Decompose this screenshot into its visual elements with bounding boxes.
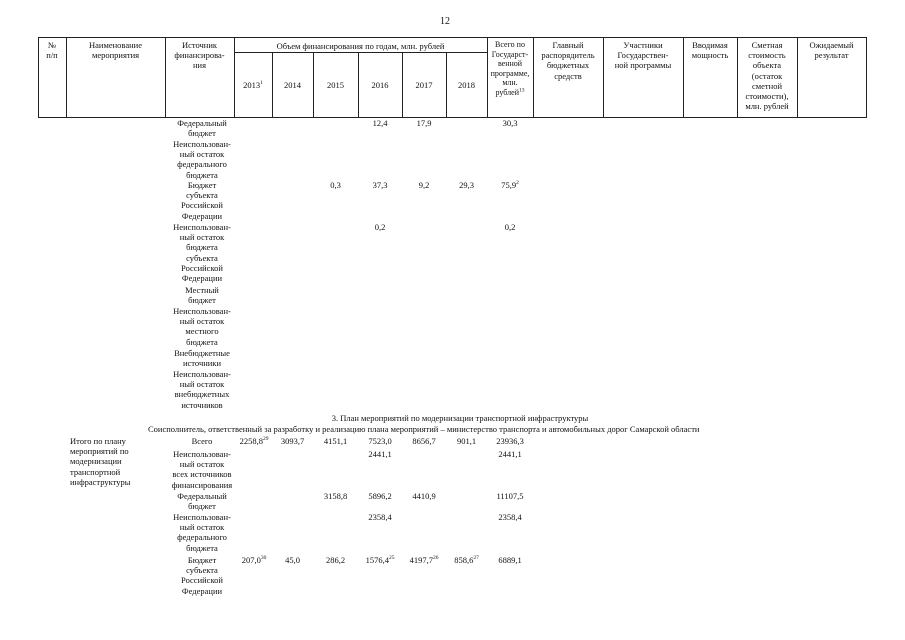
year-2014-header: 2014 [284, 80, 301, 90]
source-unused-extrabudgetary: Неиспользован- ный остаток внебюджетных источников [173, 369, 231, 410]
col-manager-header: Главный распорядитель бюджетных средств [541, 40, 595, 81]
col-capacity-header: Вводимая мощность [691, 40, 729, 61]
source-regional: Бюджет субъекта Российской Федерации [181, 180, 223, 221]
col-participants-header: Участники Государствен- ной программы [614, 40, 672, 71]
cell-value: 0,2 [504, 222, 516, 232]
cell-value: 2358,4 [498, 512, 522, 522]
cell-value: 2441,1 [498, 449, 522, 459]
cell-value: 901,1 [456, 436, 477, 446]
cell-value: 29,3 [459, 180, 474, 190]
cell-value: 23936,3 [496, 436, 524, 446]
source-unused-local: Неиспользован- ный остаток местного бюджета [173, 306, 231, 347]
source-regional-s3: Бюджет субъекта Российской Федерации [181, 555, 223, 596]
cell-value: 1576,4$^{25}$ [365, 555, 395, 565]
cell-value: 5896,2 [368, 491, 392, 501]
year-2013-header: 2013$^1$ [243, 80, 263, 90]
col-num-header: № п/п [46, 40, 58, 61]
cell-value: 0,2 [374, 222, 386, 232]
col-name-header: Наименование мероприятия [89, 40, 142, 61]
cell-value: 37,3 [372, 180, 388, 190]
cell-value: 0,3 [330, 180, 341, 190]
cell-value: 9,2 [418, 180, 430, 190]
cell-value: 6889,1 [498, 555, 522, 565]
section-executor: Соисполнитель, ответственный за разработку и реализацию плана мероприятий – министерство транспорта и автомобильных дорог Самарской области [148, 424, 700, 434]
cell-value: 286,2 [325, 555, 346, 565]
year-2017-header: 2017 [415, 80, 433, 90]
cell-value: 4410,9 [412, 491, 436, 501]
source-federal-s3: Федеральный бюджет [177, 491, 227, 512]
year-2016-header: 2016 [371, 80, 389, 90]
section-title: 3. План мероприятий по модернизации транспортной инфраструктуры [331, 413, 589, 423]
col-estimate-header: Сметная стоимость объекта (остаток сметной стоимости), млн. рублей [745, 40, 789, 112]
section-item-name: Итого по плану мероприятий по модернизации транспортной инфраструктуры [70, 436, 131, 487]
cell-value: 17,9 [416, 118, 432, 128]
cell-value: 2258,8$^{29}$ [239, 436, 269, 446]
cell-value: 3158,8 [323, 491, 348, 501]
page-number: 12 [440, 16, 450, 27]
source-unused-regional: Неиспользован- ный остаток бюджета субъекта Российской Федерации [173, 222, 231, 284]
cell-value: 45,0 [285, 555, 300, 565]
cell-value: 11107,5 [496, 491, 524, 501]
cell-value: 4151,1 [323, 436, 348, 446]
cell-value: 75,9$^2$ [501, 180, 519, 190]
cell-value: 12,4 [372, 118, 388, 128]
year-2015-header: 2015 [327, 80, 344, 90]
source-total: Всего [191, 436, 213, 446]
cell-value: 858,6$^{27}$ [454, 555, 479, 565]
cell-value: 2441,1 [368, 449, 392, 459]
col-volume-header: Объем финансирования по годам, млн. рублей [276, 41, 445, 51]
cell-value: 7523,0 [368, 436, 392, 446]
source-unused-federal-s3: Неиспользован- ный остаток федерального бюджета [173, 512, 231, 553]
source-unused-all: Неиспользован- ный остаток всех источников финансирования [171, 449, 233, 490]
cell-value: 2358,4 [368, 512, 392, 522]
cell-value: 8656,7 [412, 436, 436, 446]
source-extrabudgetary: Внебюджетные источники [174, 348, 230, 369]
cell-value: 207,0$^{30}$ [241, 555, 267, 565]
source-unused-federal: Неиспользован- ный остаток федерального бюджета [173, 139, 231, 180]
col-source-header: Источник финансирова- ния [174, 40, 225, 71]
year-2018-header: 2018 [458, 80, 475, 90]
source-federal: Федеральный бюджет [177, 118, 227, 139]
cell-value: 3093,7 [280, 436, 305, 446]
cell-value: 30,3 [502, 118, 518, 128]
source-local: Местный бюджет [185, 285, 219, 306]
col-total-header: Всего по Государст- венной программе, млн. рублей$^{13}$ [490, 40, 530, 97]
col-result-header: Ожидаемый результат [809, 40, 854, 61]
cell-value: 4197,7$^{26}$ [409, 555, 439, 565]
